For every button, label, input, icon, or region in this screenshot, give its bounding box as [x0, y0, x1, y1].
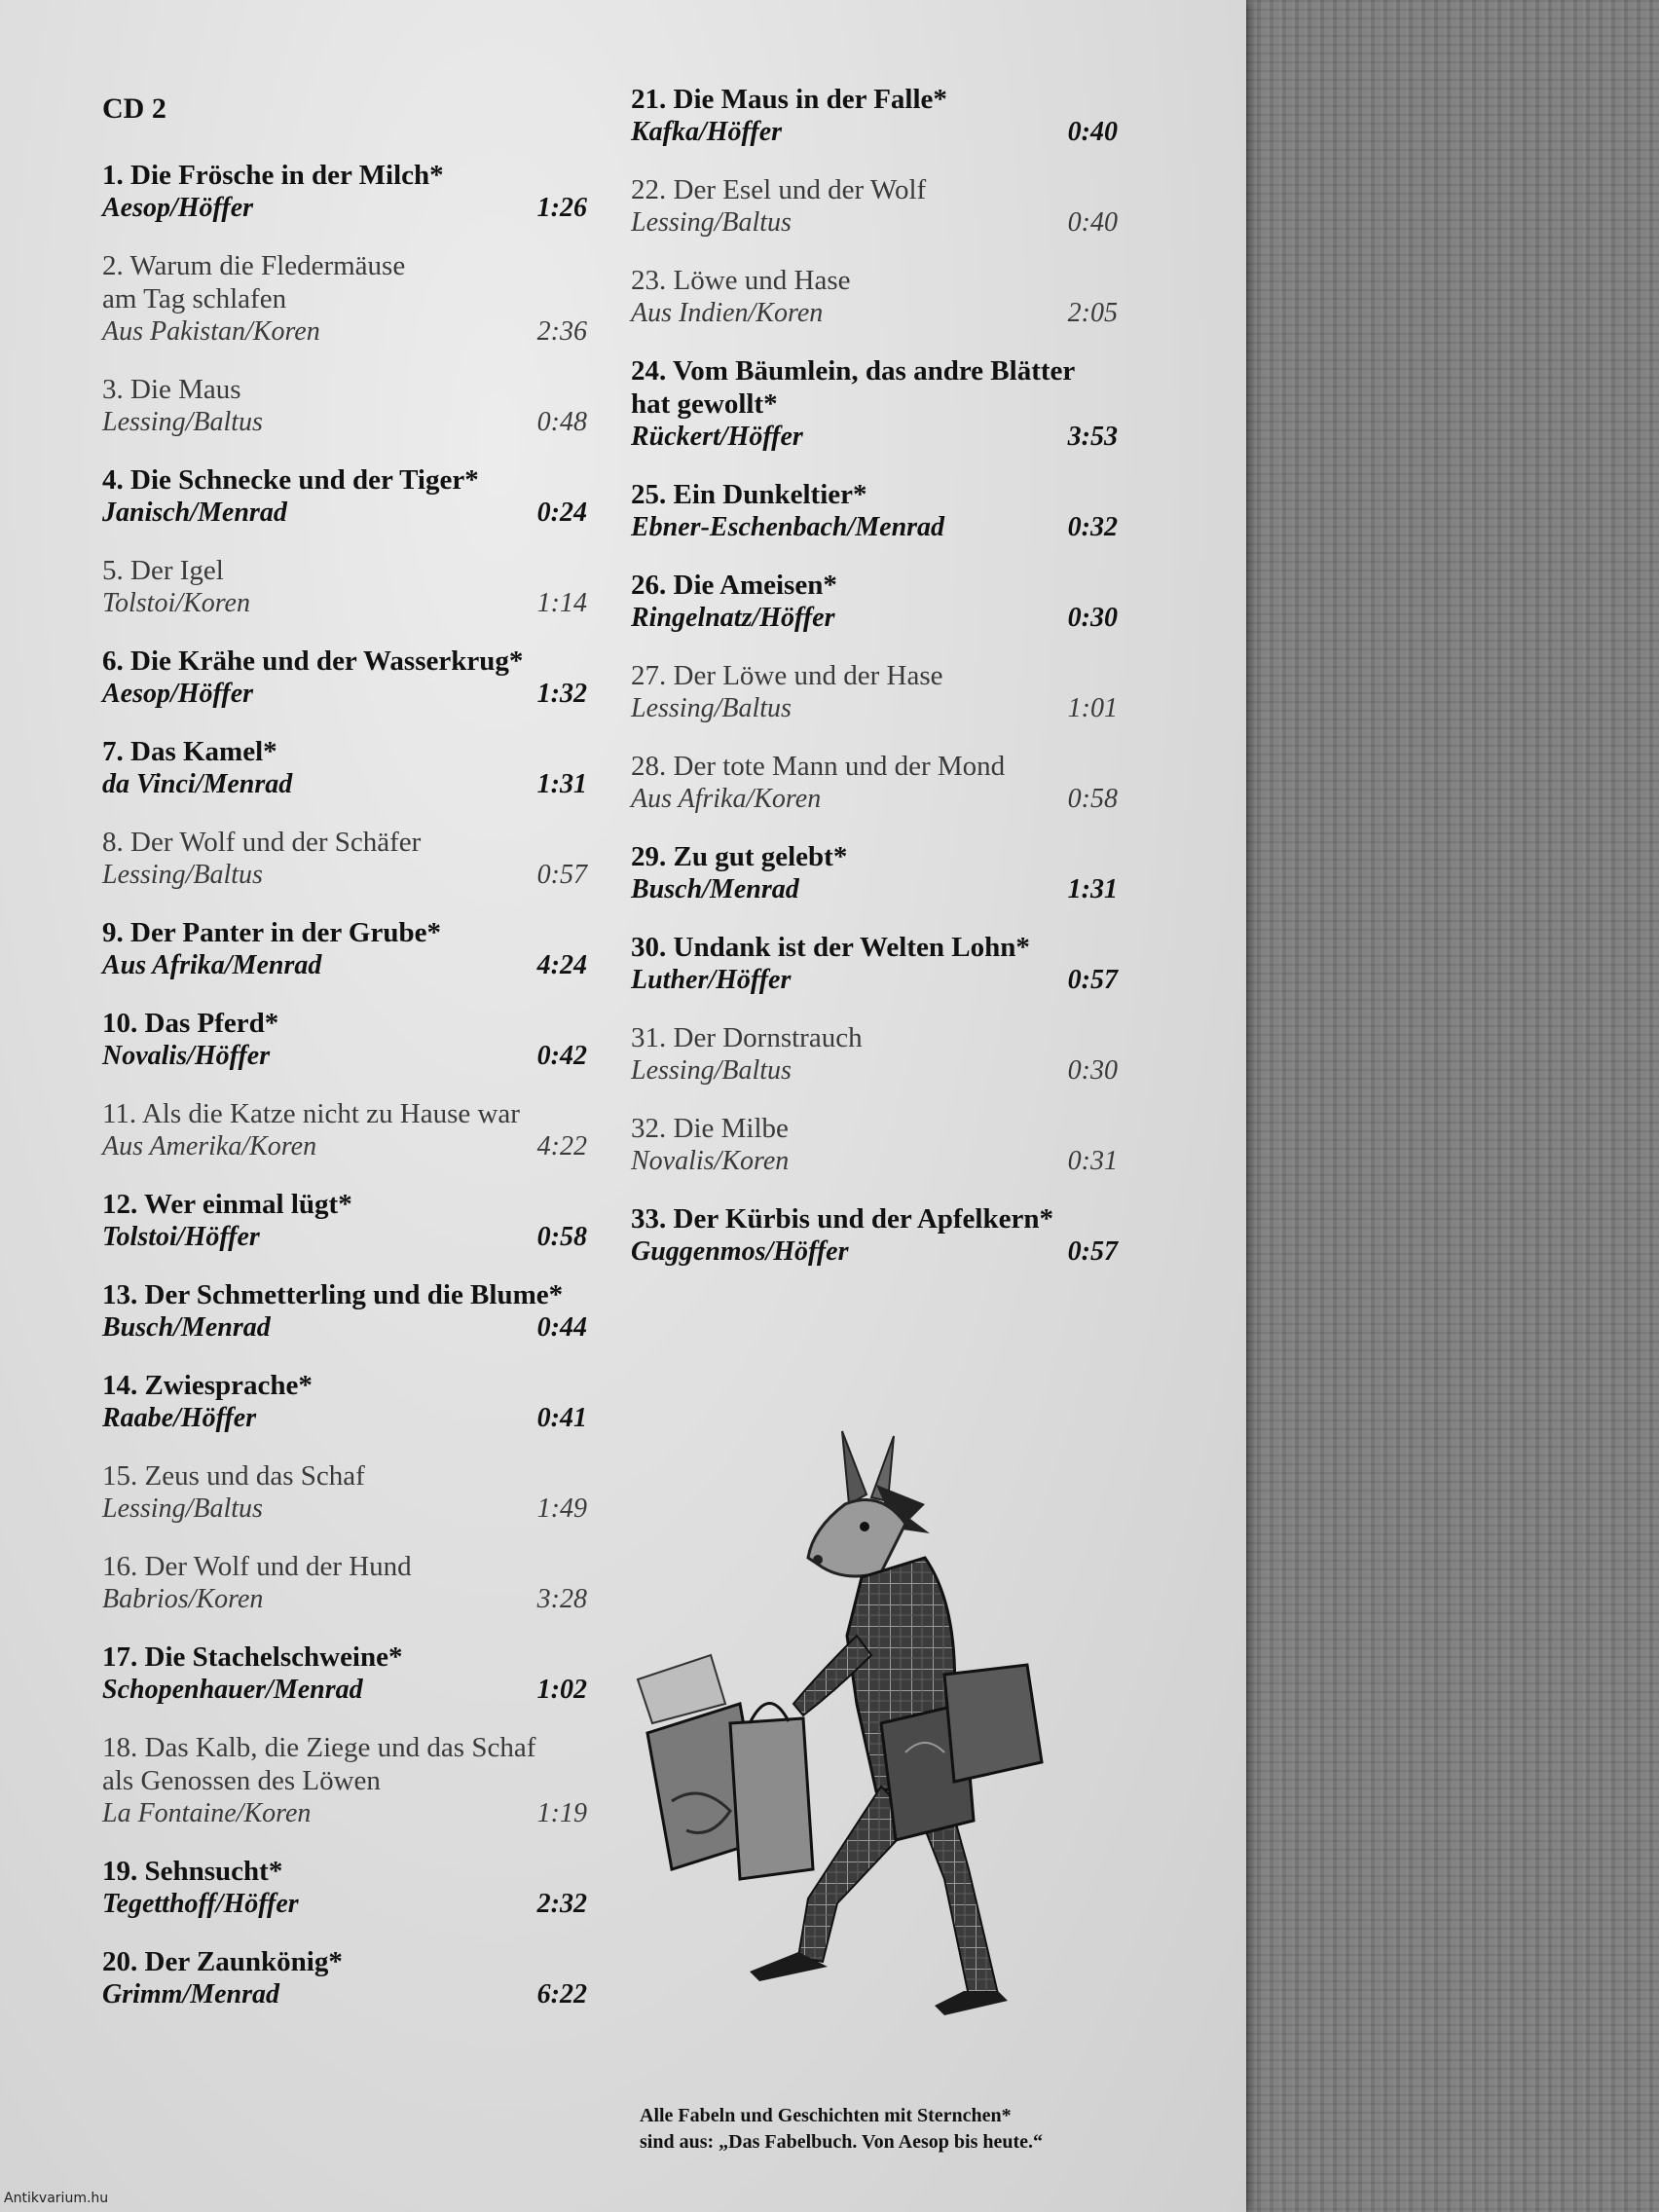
track-meta: [631, 602, 1118, 635]
track-meta: [102, 1674, 587, 1707]
track-item: [102, 645, 587, 711]
track-meta: [102, 1402, 587, 1435]
track-meta: [102, 315, 587, 349]
track-title: 17. Die Stachelschweine*: [102, 1641, 403, 1673]
track-duration: 1:02: [536, 1675, 587, 1705]
track-credit: Aus Amerika/Koren: [102, 1131, 317, 1161]
footnote-line-2: sind aus: „Das Fabelbuch. Von Aesop bis heute.“: [640, 2131, 1044, 2153]
track-title: 5. Der Igel: [102, 555, 224, 586]
track-duration: 0:48: [536, 407, 587, 437]
track-item: [631, 354, 1118, 454]
track-meta: [631, 511, 1118, 544]
track-title: 2. Warum die Fledermäuse am Tag schlafen: [102, 250, 406, 314]
track-credit: Aus Indien/Koren: [631, 298, 824, 328]
track-item: [102, 1641, 587, 1707]
cd-label: CD 2: [102, 92, 166, 125]
donkey-illustration: [633, 1412, 1090, 2035]
track-title: 28. Der tote Mann und der Mond: [631, 751, 1006, 782]
track-credit: Novalis/Koren: [631, 1146, 790, 1176]
track-credit: Luther/Höffer: [631, 965, 792, 995]
track-title: 32. Die Milbe: [631, 1113, 789, 1144]
track-duration: 1:01: [1067, 693, 1118, 723]
track-credit: Babrios/Koren: [102, 1584, 264, 1614]
track-meta: [102, 1888, 587, 1921]
track-title: 20. Der Zaunkönig*: [102, 1946, 343, 1977]
track-credit: Guggenmos/Höffer: [631, 1236, 849, 1267]
track-item: [102, 916, 587, 982]
track-title: 26. Die Ameisen*: [631, 570, 837, 601]
track-duration: 0:32: [1067, 512, 1118, 542]
track-meta: [102, 1040, 587, 1073]
track-duration: 1:14: [536, 588, 587, 618]
track-meta: [102, 587, 587, 620]
track-title: 21. Die Maus in der Falle*: [631, 84, 947, 115]
track-duration: 2:36: [536, 316, 587, 347]
track-credit: da Vinci/Menrad: [102, 769, 293, 799]
track-item: [102, 1097, 587, 1163]
track-duration: 4:24: [536, 950, 587, 980]
footnote-line-1: Alle Fabeln und Geschichten mit Sternchen*: [640, 2105, 1012, 2126]
track-duration: 0:57: [1067, 965, 1118, 995]
track-meta: [102, 1221, 587, 1254]
track-title: 30. Undank ist der Welten Lohn*: [631, 932, 1030, 963]
track-credit: Aesop/Höffer: [102, 193, 254, 223]
track-item: [631, 83, 1118, 149]
track-list-left: [102, 92, 587, 2036]
track-credit: Lessing/Baltus: [102, 860, 263, 890]
track-item: [631, 173, 1118, 240]
track-credit: La Fontaine/Koren: [102, 1798, 312, 1828]
track-title: 1. Die Frösche in der Milch*: [102, 160, 444, 191]
track-meta: [631, 297, 1118, 330]
track-meta: [631, 1235, 1118, 1269]
footnote: [640, 2103, 1146, 2156]
track-credit: Kafka/Höffer: [631, 117, 783, 147]
track-title: 11. Als die Katze nicht zu Hause war: [102, 1098, 520, 1129]
track-item: [631, 659, 1118, 725]
track-item: [102, 1188, 587, 1254]
track-item: [631, 1021, 1118, 1088]
track-title: 15. Zeus und das Schaf: [102, 1460, 365, 1492]
track-meta: [631, 1145, 1118, 1178]
track-duration: 6:22: [536, 1979, 587, 2009]
track-meta: [631, 964, 1118, 997]
track-item: [631, 750, 1118, 816]
track-item: [102, 826, 587, 892]
track-title: 33. Der Kürbis und der Apfelkern*: [631, 1203, 1053, 1235]
track-meta: [102, 768, 587, 801]
track-credit: Janisch/Menrad: [102, 498, 287, 528]
track-credit: Ebner-Eschenbach/Menrad: [631, 512, 945, 542]
track-title: 31. Der Dornstrauch: [631, 1022, 863, 1053]
track-meta: [102, 949, 587, 982]
track-meta: [102, 1311, 587, 1345]
track-credit: Lessing/Baltus: [102, 1493, 263, 1524]
track-credit: Aesop/Höffer: [102, 679, 254, 709]
track-item: [102, 1459, 587, 1526]
track-item: [102, 1369, 587, 1435]
track-credit: Raabe/Höffer: [102, 1403, 257, 1433]
track-meta: [631, 206, 1118, 240]
track-credit: Busch/Menrad: [631, 874, 799, 904]
track-credit: Lessing/Baltus: [631, 1055, 792, 1086]
track-credit: Lessing/Baltus: [102, 407, 263, 437]
track-duration: 3:53: [1067, 422, 1118, 452]
track-credit: Lessing/Baltus: [631, 207, 792, 238]
track-title: 6. Die Krähe und der Wasserkrug*: [102, 645, 524, 677]
track-duration: 1:26: [536, 193, 587, 223]
track-item: [102, 373, 587, 439]
track-duration: 0:58: [1067, 784, 1118, 814]
track-duration: 0:40: [1067, 207, 1118, 238]
track-credit: Tolstoi/Höffer: [102, 1222, 260, 1252]
track-item: [102, 1550, 587, 1616]
track-credit: Novalis/Höffer: [102, 1041, 271, 1071]
track-duration: 0:40: [1067, 117, 1118, 147]
track-meta: [102, 678, 587, 711]
track-meta: [102, 1493, 587, 1526]
track-duration: 2:05: [1067, 298, 1118, 328]
track-duration: 0:30: [1067, 603, 1118, 633]
track-item: [102, 1731, 587, 1830]
track-meta: [631, 873, 1118, 906]
track-item: [631, 1202, 1118, 1269]
track-title: 12. Wer einmal lügt*: [102, 1189, 352, 1220]
track-title: 24. Vom Bäumlein, das andre Blätter hat gewollt*: [631, 355, 1076, 420]
track-item: [631, 569, 1118, 635]
track-duration: 0:30: [1067, 1055, 1118, 1086]
track-duration: 2:32: [536, 1889, 587, 1919]
track-duration: 1:31: [536, 769, 587, 799]
track-credit: Rückert/Höffer: [631, 422, 803, 452]
track-meta: [102, 406, 587, 439]
track-credit: Aus Afrika/Menrad: [102, 950, 322, 980]
track-credit: Tolstoi/Koren: [102, 588, 250, 618]
track-credit: Busch/Menrad: [102, 1312, 271, 1343]
track-title: 22. Der Esel und der Wolf: [631, 174, 927, 205]
track-title: 27. Der Löwe und der Hase: [631, 660, 943, 691]
watermark: Antikvarium.hu: [4, 2191, 109, 2206]
track-title: 18. Das Kalb, die Ziege und das Schaf als Genossen des Löwen: [102, 1732, 536, 1796]
track-duration: 0:58: [536, 1222, 587, 1252]
track-title: 7. Das Kamel*: [102, 736, 277, 767]
track-title: 4. Die Schnecke und der Tiger*: [102, 464, 479, 496]
track-credit: Ringelnatz/Höffer: [631, 603, 835, 633]
track-meta: [102, 859, 587, 892]
track-meta: [102, 1130, 587, 1163]
track-duration: 1:49: [536, 1493, 587, 1524]
track-meta: [631, 116, 1118, 149]
track-duration: 0:57: [536, 860, 587, 890]
track-item: [631, 264, 1118, 330]
track-meta: [102, 192, 587, 225]
track-item: [102, 1007, 587, 1073]
track-item: [631, 840, 1118, 906]
track-meta: [102, 1978, 587, 2011]
track-title: 9. Der Panter in der Grube*: [102, 917, 441, 948]
track-meta: [102, 1797, 587, 1830]
track-duration: 1:31: [1067, 874, 1118, 904]
track-item: [102, 1278, 587, 1345]
track-item: [631, 1112, 1118, 1178]
track-duration: 4:22: [536, 1131, 587, 1161]
track-title: 10. Das Pferd*: [102, 1008, 279, 1039]
track-duration: 0:41: [536, 1403, 587, 1433]
track-duration: 3:28: [536, 1584, 587, 1614]
track-title: 19. Sehnsucht*: [102, 1856, 283, 1887]
track-list-right: [631, 83, 1118, 1293]
track-list-left-items: [102, 159, 587, 2011]
track-item: [102, 463, 587, 530]
track-item: [102, 159, 587, 225]
track-credit: Grimm/Menrad: [102, 1979, 280, 2009]
track-duration: 1:32: [536, 679, 587, 709]
track-meta: [631, 1054, 1118, 1088]
track-title: 16. Der Wolf und der Hund: [102, 1551, 412, 1582]
track-credit: Schopenhauer/Menrad: [102, 1675, 363, 1705]
track-meta: [631, 421, 1118, 454]
track-item: [631, 931, 1118, 997]
track-duration: 1:19: [536, 1798, 587, 1828]
track-item: [102, 554, 587, 620]
track-title: 25. Ein Dunkeltier*: [631, 479, 867, 510]
track-item: [102, 735, 587, 801]
track-title: 23. Löwe und Hase: [631, 265, 851, 296]
track-duration: 0:24: [536, 498, 587, 528]
track-title: 13. Der Schmetterling und die Blume*: [102, 1279, 564, 1310]
track-duration: 0:31: [1067, 1146, 1118, 1176]
track-credit: Aus Afrika/Koren: [631, 784, 822, 814]
wood-background: [1229, 0, 1659, 2212]
track-item: [102, 249, 587, 349]
track-item: [102, 1945, 587, 2011]
track-title: 8. Der Wolf und der Schäfer: [102, 827, 422, 858]
track-item: [102, 1855, 587, 1921]
track-title: 14. Zwiesprache*: [102, 1370, 313, 1401]
track-duration: 0:44: [536, 1312, 587, 1343]
track-credit: Tegetthoff/Höffer: [102, 1889, 299, 1919]
track-list-right-items: [631, 83, 1118, 1269]
track-credit: Aus Pakistan/Koren: [102, 316, 320, 347]
track-credit: Lessing/Baltus: [631, 693, 792, 723]
track-meta: [631, 783, 1118, 816]
track-duration: 0:57: [1067, 1236, 1118, 1267]
track-title: 3. Die Maus: [102, 374, 241, 405]
track-meta: [102, 497, 587, 530]
track-title: 29. Zu gut gelebt*: [631, 841, 848, 872]
track-duration: 0:42: [536, 1041, 587, 1071]
track-meta: [631, 692, 1118, 725]
track-item: [631, 478, 1118, 544]
track-meta: [102, 1583, 587, 1616]
